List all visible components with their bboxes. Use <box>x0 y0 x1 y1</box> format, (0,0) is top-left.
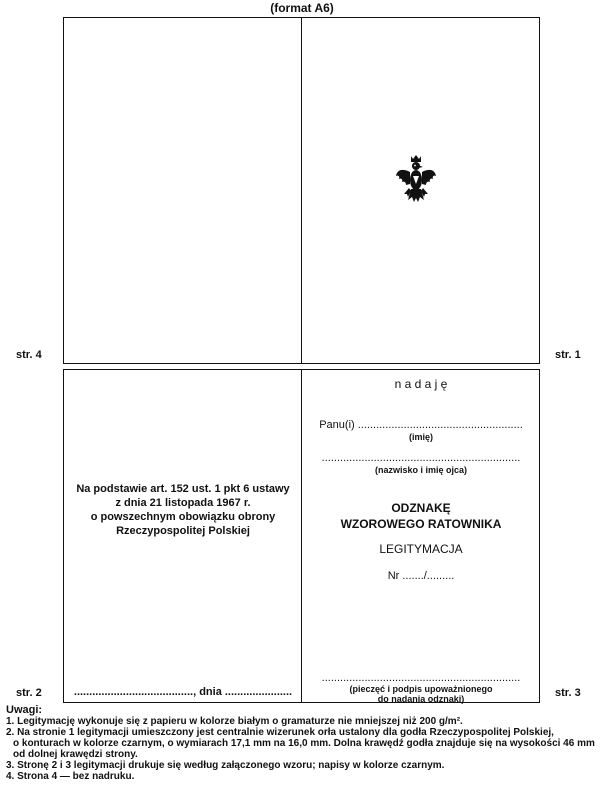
legal-basis-line-3: o powszechnym obowiązku obrony <box>90 511 276 523</box>
nadaje-heading: n a d a j ę <box>394 377 448 391</box>
signature-line: ................................................................. <box>321 672 521 684</box>
surname-line: ................................................................. <box>321 452 521 464</box>
place-date-line: ......................................., dnia ...................... <box>73 686 293 698</box>
badge-title-2: WZOROWEGO RATOWNIKA <box>340 517 502 531</box>
note-4: 4. Strona 4 — bez nadruku. <box>6 771 135 782</box>
note-1: 1. Legitymację wykonuje się z papieru w kolorze białym o gramaturze nie mniejszej niż 200 g/m². <box>6 716 463 727</box>
recipient-name-line: Panu(i) ...................................................... <box>319 419 523 431</box>
signature-caption-2: do nadania odznaki) <box>377 694 465 704</box>
note-3: 3. Stronę 2 i 3 legitymacji drukuje się według załączonego wzoru; napisy w kolorze czarnym. <box>6 760 445 771</box>
notes-section <box>6 705 600 782</box>
legal-basis-line-1: Na podstawie art. 152 ust. 1 pkt 6 ustawy <box>76 483 290 495</box>
page-label-2: str. 2 <box>16 687 42 699</box>
legal-basis-line-2: z dnia 21 listopada 1967 r. <box>115 497 251 509</box>
fold-line-top <box>301 17 302 364</box>
first-name-caption: (imię) <box>408 432 433 442</box>
signature-caption-1: (pieczęć i podpis upoważnionego <box>349 684 493 694</box>
page2-legal-basis <box>66 482 300 538</box>
page-label-4: str. 4 <box>16 349 42 361</box>
page-label-1: str. 1 <box>555 349 581 361</box>
note-2-line-3: od dolnej krawędzi strony. <box>13 749 138 760</box>
format-title: (format A6) <box>270 1 334 15</box>
badge-title-1: ODZNAKĘ <box>391 501 451 515</box>
legitymacja-title: LEGITYMACJA <box>379 542 463 556</box>
eagle-emblem-icon <box>394 154 438 210</box>
legal-basis-line-4: Rzeczypospolitej Polskiej <box>116 525 250 537</box>
card-number-line: Nr ......./......... <box>387 570 455 582</box>
note-2-line-2: o konturach w kolorze czarnym, o wymiarach 17,1 mm na 16,0 mm. Dolna krawędź godła znajduje się na wysokości 46 mm <box>13 738 595 749</box>
fold-line-bottom <box>301 369 302 703</box>
note-2-line-1: 2. Na stronie 1 legitymacji umieszczony jest centralnie wizerunek orła ustalony dla godła Rzeczypospolitej Polskiej, <box>6 727 554 738</box>
surname-caption: (nazwisko i imię ojca) <box>374 465 468 475</box>
page-label-3: str. 3 <box>555 687 581 699</box>
notes-heading: Uwagi: <box>6 704 43 716</box>
